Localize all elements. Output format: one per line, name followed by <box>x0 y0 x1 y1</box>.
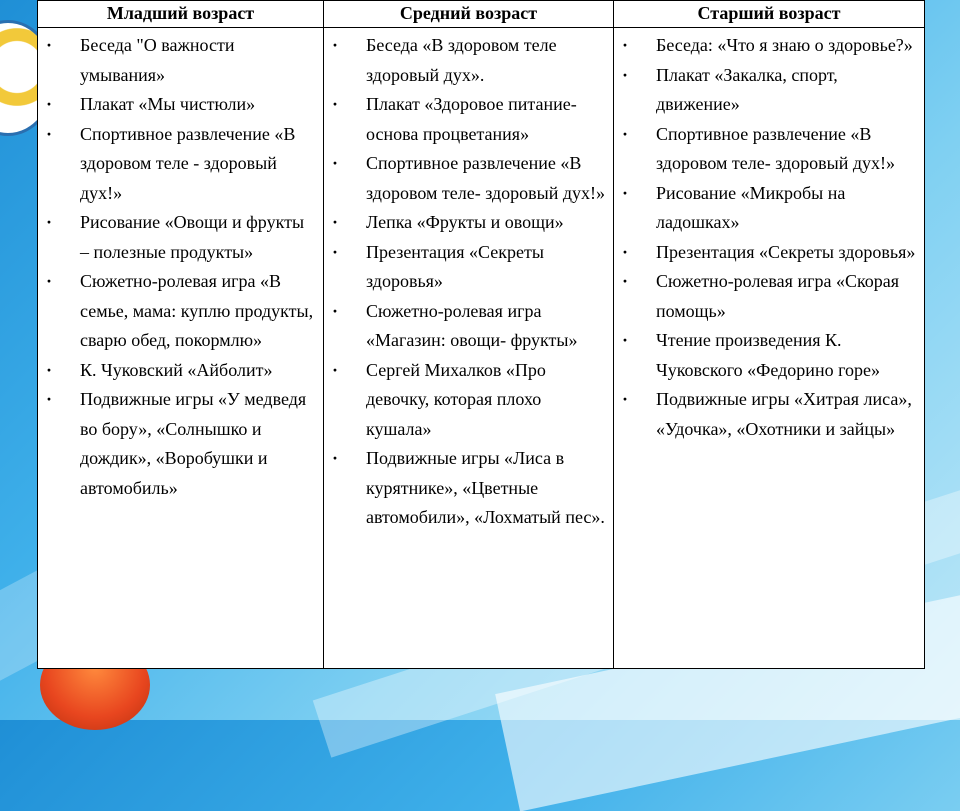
column-middle-age <box>324 28 614 669</box>
activities-table <box>37 0 925 669</box>
list-item: · Сюжетно-ролевая игра «Магазин: овощи- фрукты» <box>330 297 607 356</box>
activity-list <box>44 31 317 503</box>
list-item: · Лепка «Фрукты и овощи» <box>330 208 607 238</box>
activity-list <box>620 31 918 444</box>
column-senior-age <box>614 28 924 669</box>
list-item: · Спортивное развлечение «В здоровом теле- здоровый дух!» <box>330 149 607 208</box>
list-item: · Плакат «Мы чистюли» <box>44 90 317 120</box>
list-item: · Чтение произведения К. Чуковского «Федорино горе» <box>620 326 918 385</box>
list-item: · Подвижные игры «Хитрая лиса», «Удочка», «Охотники и зайцы» <box>620 385 918 444</box>
list-item: · Подвижные игры «У медведя во бору», «Солнышко и дождик», «Воробушки и автомобиль» <box>44 385 317 503</box>
header-junior-age: Младший возраст <box>38 1 324 27</box>
list-item: · Презентация «Секреты здоровья» <box>330 238 607 297</box>
header-middle-age: Средний возраст <box>324 1 614 27</box>
list-item: · Плакат «Закалка, спорт, движение» <box>620 61 918 120</box>
list-item: · Беседа "О важности умывания» <box>44 31 317 90</box>
list-item: · К. Чуковский «Айболит» <box>44 356 317 386</box>
list-item: · Сергей Михалков «Про девочку, которая плохо кушала» <box>330 356 607 445</box>
list-item: · Сюжетно-ролевая игра «В семье, мама: куплю продукты, сварю обед, покормлю» <box>44 267 317 356</box>
list-item: · Беседа «В здоровом теле здоровый дух». <box>330 31 607 90</box>
list-item: · Рисование «Овощи и фрукты – полезные продукты» <box>44 208 317 267</box>
list-item: · Сюжетно-ролевая игра «Скорая помощь» <box>620 267 918 326</box>
list-item: · Подвижные игры «Лиса в курятнике», «Цветные автомобили», «Лохматый пес». <box>330 444 607 533</box>
header-senior-age: Старший возраст <box>697 3 841 23</box>
list-item: · Презентация «Секреты здоровья» <box>620 238 918 268</box>
list-item: · Рисование «Микробы на ладошках» <box>620 179 918 238</box>
list-item: · Плакат «Здоровое питание-основа процветания» <box>330 90 607 149</box>
table-header-row <box>38 1 924 28</box>
column-junior-age <box>38 28 324 669</box>
table-body-row <box>38 28 924 669</box>
list-item: · Спортивное развлечение «В здоровом теле - здоровый дух!» <box>44 120 317 209</box>
list-item: · Спортивное развлечение «В здоровом теле- здоровый дух!» <box>620 120 918 179</box>
activity-list <box>330 31 607 533</box>
list-item: · Беседа: «Что я знаю о здоровье?» <box>620 31 918 61</box>
